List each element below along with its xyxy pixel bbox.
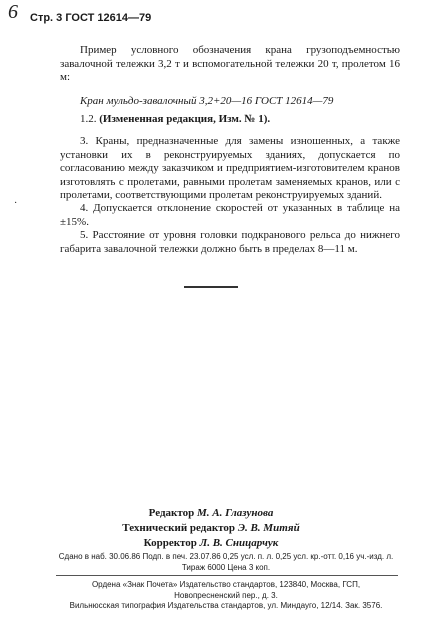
section-divider bbox=[184, 286, 238, 288]
amendment-note: (Измененная редакция, Изм. № 1). bbox=[99, 113, 271, 125]
page-header: Стр. 3 ГОСТ 12614—79 bbox=[30, 12, 152, 24]
paragraph-4: 4. Допускается отклонение скоростей от указанных в таблице на ±15%. bbox=[60, 202, 400, 228]
credit-corrector: Корректор Л. В. Сницарчук bbox=[143, 537, 279, 549]
section-1-2-note bbox=[60, 113, 400, 127]
credit-tech-editor: Технический редактор Э. В. Митяй bbox=[122, 522, 300, 534]
imprint-line-1: Сдано в наб. 30.06.86 Подп. в печ. 23.07.86 0,25 усл. п. л. 0,25 усл. кр.-отт. 0,16 уч.-изд. л. bbox=[58, 552, 394, 561]
publisher-details bbox=[56, 580, 396, 612]
credits-block bbox=[0, 506, 422, 551]
imprint-divider bbox=[56, 575, 398, 576]
margin-dot: · bbox=[14, 198, 18, 209]
designation-example: Кран мульдо-завалочный 3,2+20—16 ГОСТ 12614—79 bbox=[80, 95, 334, 107]
imprint-line-5: Вильнюсская типография Издательства стандартов, ул. Миндауго, 12/14. Зак. 3576. bbox=[69, 601, 383, 610]
paragraph-3: 3. Краны, предназначенные для замены изношенных, а также установки их в реконструируемых зданиях, допускается по согласованию между заказчиком и предприятием-изготовителем кранов изготовлять с пролетами, равными пролетам заменяемых кранов, или с пролетами, соответствующими пролетам реконструируемых зданий. bbox=[60, 135, 400, 201]
paragraph-5: 5. Расстояние от уровня головки подкранового рельса до нижнего габарита завалочной тележки должно быть в пределах 8—11 м. bbox=[60, 229, 400, 255]
margin-handwritten-mark: 6 bbox=[8, 1, 18, 23]
credit-editor: Редактор М. А. Глазунова bbox=[148, 507, 274, 519]
example-paragraph: Пример условного обозначения крана грузоподъемностью завалочной тележки 3,2 т и вспомогательной тележки 20 т, пролетом 16 м: bbox=[60, 44, 400, 83]
imprint-line-3: Ордена «Знак Почета» Издательство стандартов, 123840, Москва, ГСП, bbox=[91, 580, 361, 589]
print-details bbox=[56, 552, 396, 573]
imprint-line-4: Новопресненский пер., д. 3. bbox=[174, 590, 278, 600]
imprint-line-2: Тираж 6000 Цена 3 коп. bbox=[181, 562, 271, 572]
section-number: 1.2. bbox=[80, 113, 97, 125]
